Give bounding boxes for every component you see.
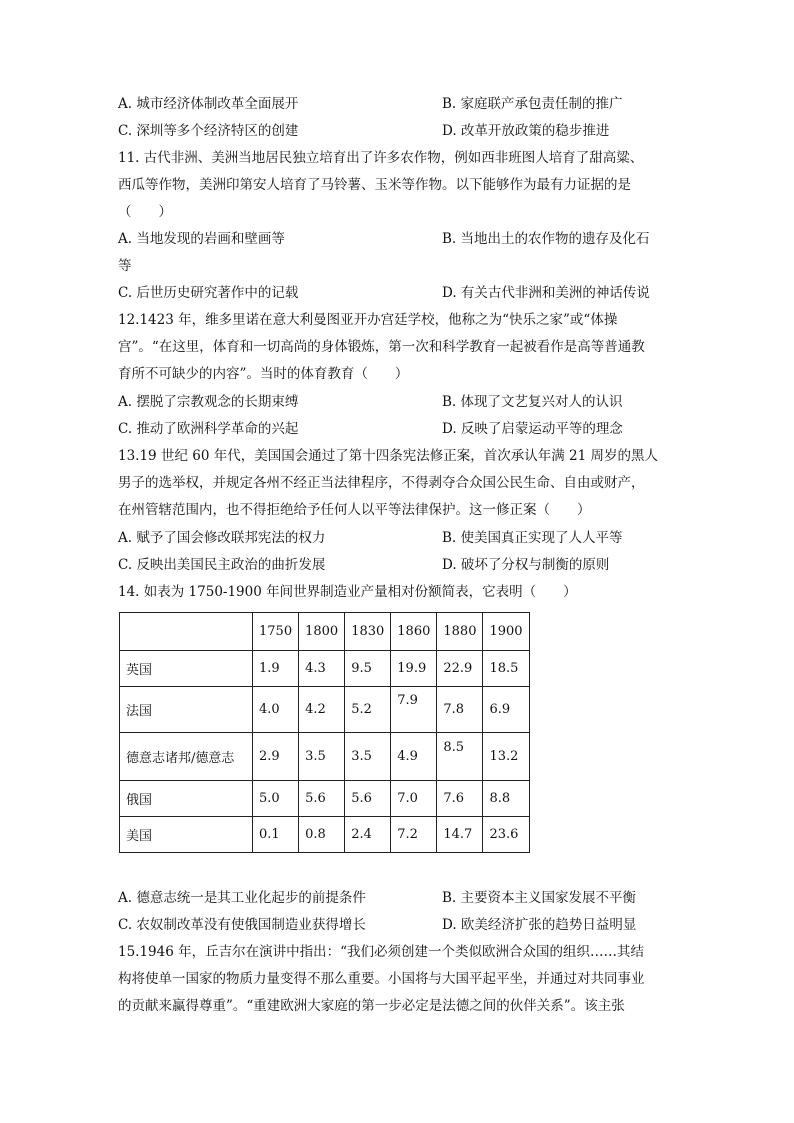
q12-stem-line-3: 育所不可缺少的内容”。当时的体育教育（ ）	[118, 366, 409, 382]
value-cell: 7.8	[437, 687, 483, 733]
value-cell: 2.4	[345, 817, 391, 853]
q11-option-b-continued: 等	[118, 258, 132, 274]
value-cell: 14.7	[437, 817, 483, 853]
q11-stem-line-1: 11. 古代非洲、美洲当地居民独立培育出了许多农作物，例如西非班图人培育了甜高粱、	[118, 150, 644, 166]
value-cell: 23.6	[483, 817, 529, 853]
year-header: 1880	[437, 613, 483, 651]
q10-option-d: D. 改革开放政策的稳步推进	[442, 123, 610, 139]
value-cell: 0.1	[253, 817, 299, 853]
value-cell: 7.0	[391, 781, 437, 817]
country-cell: 俄国	[120, 781, 253, 817]
q12-option-b: B. 体现了文艺复兴对人的认识	[442, 394, 623, 410]
q11-option-d: D. 有关古代非洲和美洲的神话传说	[442, 285, 650, 301]
q13-stem-line-2: 男子的选举权，并规定各州不经正当法律程序，不得剥夺合众国公民生命、自由或财产，	[118, 475, 645, 491]
q11-stem-line-2: 西瓜等作物，美洲印第安人培育了马铃薯、玉米等作物。以下能够作为最有力证据的是	[118, 177, 631, 193]
q15-stem-line-1: 15.1946 年，丘吉尔在演讲中指出：“我们必须创建一个类似欧洲合众国的组织……其结	[118, 944, 645, 960]
q10-option-c: C. 深圳等多个经济特区的创建	[118, 123, 299, 139]
q14-stem: 14. 如表为 1750-1900 年间世界制造业产量相对份额简表，它表明（ ）	[118, 584, 577, 600]
value-cell: 8.8	[483, 781, 529, 817]
value-cell: 0.8	[299, 817, 345, 853]
q14-option-a: A. 德意志统一是其工业化起步的前提条件	[118, 890, 366, 906]
value-cell: 5.6	[299, 781, 345, 817]
country-cell: 美国	[120, 817, 253, 853]
year-header: 1900	[483, 613, 529, 651]
q10-option-b: B. 家庭联产承包责任制的推广	[442, 96, 623, 112]
q10-option-a: A. 城市经济体制改革全面展开	[118, 96, 299, 112]
value-text: 7.9	[397, 693, 418, 708]
country-cell: 法国	[120, 687, 253, 733]
value-cell: 4.3	[299, 651, 345, 687]
value-cell: 5.2	[345, 687, 391, 733]
q12-option-c: C. 推动了欧洲科学革命的兴起	[118, 421, 299, 437]
q13-option-b: B. 使美国真正实现了人人平等	[442, 530, 623, 546]
q11-option-c: C. 后世历史研究著作中的记载	[118, 285, 299, 301]
value-cell	[437, 733, 483, 781]
table-row	[120, 687, 530, 733]
value-cell: 4.0	[253, 687, 299, 733]
value-cell: 5.0	[253, 781, 299, 817]
q13-stem-line-1: 13.19 世纪 60 年代，美国国会通过了第十四条宪法修正案，首次承认年满 21 周岁的黑人	[118, 448, 658, 464]
value-cell: 2.9	[253, 733, 299, 781]
table-corner-cell	[120, 613, 253, 651]
q14-option-b: B. 主要资本主义国家发展不平衡	[442, 890, 637, 906]
value-cell: 3.5	[345, 733, 391, 781]
value-cell: 1.9	[253, 651, 299, 687]
value-cell: 13.2	[483, 733, 529, 781]
value-cell: 6.9	[483, 687, 529, 733]
q12-stem-line-1: 12.1423 年，维多里诺在意大利曼图亚开办宫廷学校，他称之为“快乐之家”或“体操	[118, 312, 618, 328]
q11-option-b: B. 当地出土的农作物的遗存及化石	[442, 231, 650, 247]
country-cell: 英国	[120, 651, 253, 687]
value-cell: 3.5	[299, 733, 345, 781]
value-text: 8.5	[443, 740, 465, 755]
q14-option-c: C. 农奴制改革没有使俄国制造业获得增长	[118, 917, 366, 933]
q11-option-a: A. 当地发现的岩画和壁画等	[118, 231, 285, 247]
q13-option-c: C. 反映出美国民主政治的曲折发展	[118, 557, 326, 573]
value-cell: 5.6	[345, 781, 391, 817]
q12-option-a: A. 摆脱了宗教观念的长期束缚	[118, 394, 299, 410]
q12-option-d: D. 反映了启蒙运动平等的理念	[442, 421, 623, 437]
q11-answer-bracket: （ ）	[118, 204, 172, 220]
manufacturing-share-table	[119, 612, 530, 853]
table-header-row	[120, 613, 530, 651]
value-cell: 9.5	[345, 651, 391, 687]
table-row	[120, 733, 530, 781]
country-cell: 德意志诸邦/德意志	[120, 733, 253, 781]
value-cell: 7.2	[391, 817, 437, 853]
year-header: 1800	[299, 613, 345, 651]
q15-stem-line-3: 的贡献来赢得尊重”。“重建欧洲大家庭的第一步必定是法德之间的伙伴关系”。该主张	[118, 998, 625, 1014]
table-row	[120, 817, 530, 853]
value-cell	[391, 687, 437, 733]
q13-option-d: D. 破坏了分权与制衡的原则	[442, 557, 610, 573]
q12-stem-line-2: 宫”。“在这里，体育和一切高尚的身体锻炼，第一次和科学教育一起被看作是高等普通教	[118, 339, 645, 355]
value-cell: 4.9	[391, 733, 437, 781]
value-cell: 22.9	[437, 651, 483, 687]
year-header: 1830	[345, 613, 391, 651]
q14-option-d: D. 欧美经济扩张的趋势日益明显	[442, 917, 637, 933]
q13-stem-line-3: 在州管辖范围内，也不得拒绝给予任何人以平等法律保护。这一修正案（ ）	[118, 502, 591, 518]
q13-option-a: A. 赋予了国会修改联邦宪法的权力	[118, 530, 326, 546]
value-cell: 4.2	[299, 687, 345, 733]
year-header: 1860	[391, 613, 437, 651]
q15-stem-line-2: 构将使单一国家的物质力量变得不那么重要。小国将与大国平起平坐，并通过对共同事业	[118, 971, 645, 987]
year-header: 1750	[253, 613, 299, 651]
value-cell: 18.5	[483, 651, 529, 687]
table-row	[120, 781, 530, 817]
value-cell: 7.6	[437, 781, 483, 817]
table-row	[120, 651, 530, 687]
value-cell: 19.9	[391, 651, 437, 687]
